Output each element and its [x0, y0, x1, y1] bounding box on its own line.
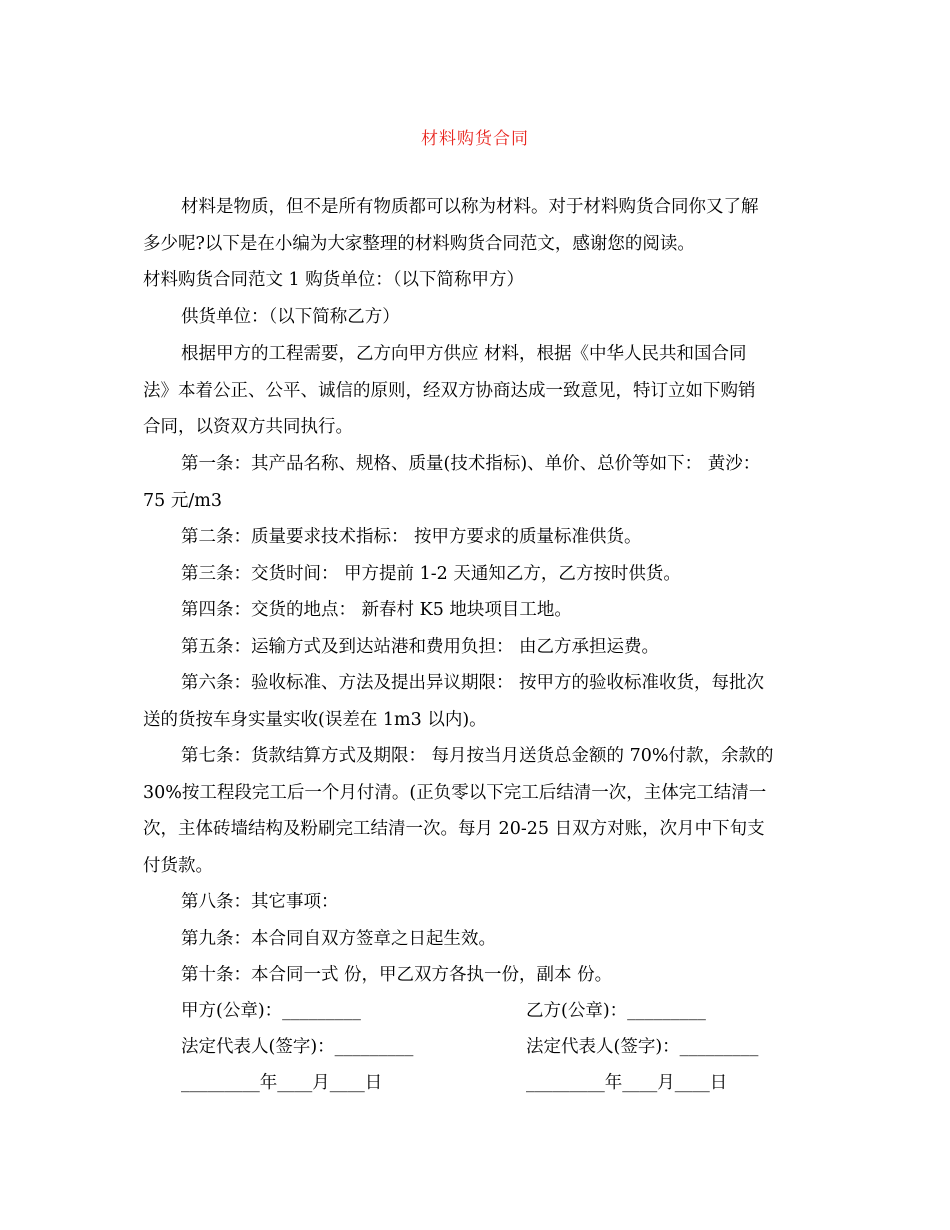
paragraph-line: 材料是物质，但不是所有物质都可以称为材料。对于材料购货合同你又了解 — [181, 197, 759, 217]
clause-line: 第六条：验收标准、方法及提出异议期限： 按甲方的验收标准收货，每批次 — [181, 673, 765, 693]
party-b-date: _________年____月____日 — [526, 1073, 728, 1093]
clause-line: 第九条：本合同自双方签章之日起生效。 — [181, 929, 496, 949]
clause-line: 第三条：交货时间： 甲方提前 1-2 天通知乙方，乙方按时供货。 — [181, 564, 681, 584]
clause-line: 第四条：交货的地点： 新春村 K5 地块项目工地。 — [181, 600, 572, 620]
party-b-representative: 法定代表人(签字)：_________ — [526, 1037, 759, 1057]
paragraph-line: 合同，以资双方共同执行。 — [143, 417, 353, 437]
section-heading-line: 材料购货合同范文 1 购货单位：（以下简称甲方） — [143, 270, 525, 290]
clause-line: 75 元/m3 — [143, 491, 222, 511]
paragraph-line: 供货单位：（以下简称乙方） — [181, 307, 400, 327]
clause-line: 第七条：货款结算方式及期限： 每月按当月送货总金额的 70%付款，余款的 — [181, 746, 774, 766]
clause-line: 付货款。 — [143, 856, 213, 876]
paragraph-line: 多少呢?以下是在小编为大家整理的材料购货合同范文，感谢您的阅读。 — [143, 234, 695, 254]
clause-line: 第一条：其产品名称、规格、质量(技术指标)、单价、总价等如下： 黄沙： — [181, 454, 761, 474]
party-a-date: _________年____月____日 — [181, 1073, 383, 1093]
clause-line: 第二条：质量要求技术指标： 按甲方要求的质量标准供货。 — [181, 527, 642, 547]
paragraph-line: 根据甲方的工程需要，乙方向甲方供应 材料，根据《中华人民共和国合同 — [181, 344, 747, 364]
clause-line: 第五条：运输方式及到达站港和费用负担： 由乙方承担运费。 — [181, 637, 660, 657]
document-title: 材料购货合同 — [421, 129, 529, 149]
clause-line: 30%按工程段完工后一个月付清。(正负零以下完工后结清一次，主体完工结清一 — [143, 783, 767, 803]
clause-line: 送的货按车身实量实收(误差在 1m3 以内)。 — [143, 710, 487, 730]
clause-line: 第十条：本合同一式 份，甲乙双方各执一份，副本 份。 — [181, 965, 613, 985]
clause-line: 次，主体砖墙结构及粉刷完工结清一次。每月 20-25 日双方对账，次月中下旬支 — [143, 819, 765, 839]
clause-line: 第八条：其它事项： — [181, 892, 339, 912]
party-a-seal: 甲方(公章)：_________ — [181, 1001, 361, 1021]
paragraph-line: 法》本着公正、公平、诚信的原则，经双方协商达成一致意见，特订立如下购销 — [143, 381, 756, 401]
party-a-representative: 法定代表人(签字)：_________ — [181, 1037, 414, 1057]
party-b-seal: 乙方(公章)：_________ — [526, 1001, 706, 1021]
